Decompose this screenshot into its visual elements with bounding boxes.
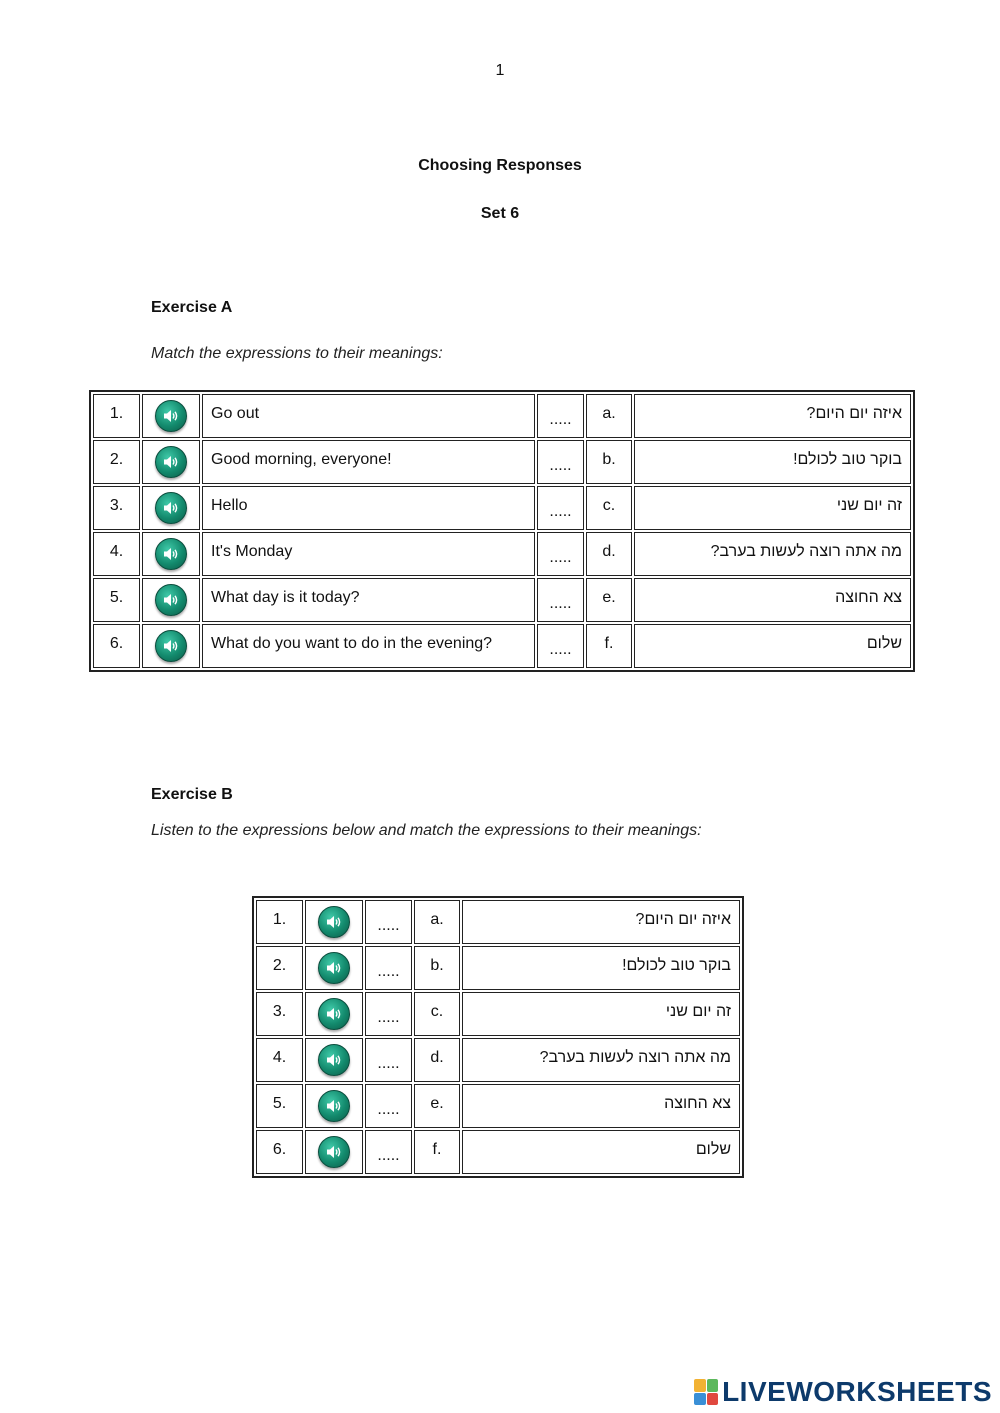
- row-number: 3.: [256, 992, 303, 1036]
- expression-text: Hello: [202, 486, 535, 530]
- exercise-b-audio-cell: [305, 1130, 363, 1174]
- logo-text: LIVEWORKSHEETS: [722, 1376, 992, 1407]
- speaker-icon[interactable]: [155, 400, 187, 432]
- row-number: 6.: [256, 1130, 303, 1174]
- row-number: 4.: [93, 532, 140, 576]
- option-letter: f.: [414, 1130, 460, 1174]
- meaning-text: בוקר טוב לכולם!: [634, 440, 911, 484]
- option-letter: b.: [414, 946, 460, 990]
- answer-blank[interactable]: .....: [537, 394, 584, 438]
- expression-text: What do you want to do in the evening?: [202, 624, 535, 668]
- option-letter: d.: [414, 1038, 460, 1082]
- meaning-text: זה יום שני: [462, 992, 740, 1036]
- meaning-text: איזה יום היום?: [462, 900, 740, 944]
- row-number: 5.: [256, 1084, 303, 1128]
- exercise-a-audio-cell: [142, 440, 200, 484]
- exercise-a-heading: Exercise A: [151, 299, 233, 316]
- expression-text: Good morning, everyone!: [202, 440, 535, 484]
- table-row: [93, 486, 911, 530]
- expression-text: What day is it today?: [202, 578, 535, 622]
- meaning-text: שלום: [634, 624, 911, 668]
- meaning-text: מה אתה רוצה לעשות בערב?: [634, 532, 911, 576]
- table-row: [256, 1130, 740, 1174]
- option-letter: f.: [586, 624, 632, 668]
- table-row: [93, 532, 911, 576]
- exercise-a-audio-cell: [142, 394, 200, 438]
- logo-mark-icon: [694, 1379, 718, 1405]
- row-number: 3.: [93, 486, 140, 530]
- meaning-text: שלום: [462, 1130, 740, 1174]
- table-row: [93, 624, 911, 668]
- speaker-icon[interactable]: [155, 446, 187, 478]
- table-row: [93, 578, 911, 622]
- speaker-icon[interactable]: [155, 584, 187, 616]
- row-number: 5.: [93, 578, 140, 622]
- table-row: [256, 1084, 740, 1128]
- option-letter: b.: [586, 440, 632, 484]
- exercise-b-heading: Exercise B: [151, 786, 233, 803]
- expression-text: Go out: [202, 394, 535, 438]
- speaker-icon[interactable]: [318, 998, 350, 1030]
- table-row: [256, 900, 740, 944]
- option-letter: d.: [586, 532, 632, 576]
- meaning-text: מה אתה רוצה לעשות בערב?: [462, 1038, 740, 1082]
- exercise-a-audio-cell: [142, 578, 200, 622]
- speaker-icon[interactable]: [318, 1136, 350, 1168]
- speaker-icon[interactable]: [155, 492, 187, 524]
- answer-blank[interactable]: .....: [365, 1084, 412, 1128]
- exercise-b-audio-cell: [305, 1084, 363, 1128]
- exercise-b-audio-cell: [305, 946, 363, 990]
- speaker-icon[interactable]: [318, 1090, 350, 1122]
- exercise-b-table: [252, 896, 744, 1178]
- meaning-text: צא החוצה: [634, 578, 911, 622]
- answer-blank[interactable]: .....: [537, 624, 584, 668]
- meaning-text: איזה יום היום?: [634, 394, 911, 438]
- option-letter: e.: [414, 1084, 460, 1128]
- page-subtitle: Set 6: [480, 205, 520, 222]
- meaning-text: צא החוצה: [462, 1084, 740, 1128]
- table-row: [256, 1038, 740, 1082]
- speaker-icon[interactable]: [155, 538, 187, 570]
- row-number: 6.: [93, 624, 140, 668]
- row-number: 2.: [256, 946, 303, 990]
- exercise-b-audio-cell: [305, 900, 363, 944]
- answer-blank[interactable]: .....: [537, 440, 584, 484]
- row-number: 4.: [256, 1038, 303, 1082]
- speaker-icon[interactable]: [318, 952, 350, 984]
- expression-text: It's Monday: [202, 532, 535, 576]
- liveworksheets-logo: [694, 1376, 992, 1408]
- answer-blank[interactable]: .....: [365, 900, 412, 944]
- answer-blank[interactable]: .....: [537, 486, 584, 530]
- exercise-a-table: [89, 390, 915, 672]
- option-letter: a.: [414, 900, 460, 944]
- table-row: [93, 440, 911, 484]
- speaker-icon[interactable]: [318, 1044, 350, 1076]
- speaker-icon[interactable]: [155, 630, 187, 662]
- exercise-a-audio-cell: [142, 486, 200, 530]
- exercise-a-audio-cell: [142, 624, 200, 668]
- meaning-text: בוקר טוב לכולם!: [462, 946, 740, 990]
- exercise-a-audio-cell: [142, 532, 200, 576]
- exercise-b-instruction: Listen to the expressions below and match the expressions to their meanings:: [151, 822, 702, 839]
- page-title: Choosing Responses: [418, 157, 582, 174]
- speaker-icon[interactable]: [318, 906, 350, 938]
- meaning-text: זה יום שני: [634, 486, 911, 530]
- table-row: [93, 394, 911, 438]
- answer-blank[interactable]: .....: [365, 1130, 412, 1174]
- exercise-b-audio-cell: [305, 992, 363, 1036]
- answer-blank[interactable]: .....: [365, 1038, 412, 1082]
- row-number: 2.: [93, 440, 140, 484]
- page-number: 1: [495, 62, 505, 79]
- table-row: [256, 946, 740, 990]
- answer-blank[interactable]: .....: [537, 578, 584, 622]
- answer-blank[interactable]: .....: [537, 532, 584, 576]
- answer-blank[interactable]: .....: [365, 992, 412, 1036]
- table-row: [256, 992, 740, 1036]
- exercise-b-audio-cell: [305, 1038, 363, 1082]
- row-number: 1.: [256, 900, 303, 944]
- option-letter: e.: [586, 578, 632, 622]
- option-letter: a.: [586, 394, 632, 438]
- option-letter: c.: [586, 486, 632, 530]
- row-number: 1.: [93, 394, 140, 438]
- option-letter: c.: [414, 992, 460, 1036]
- exercise-a-instruction: Match the expressions to their meanings:: [151, 345, 443, 362]
- answer-blank[interactable]: .....: [365, 946, 412, 990]
